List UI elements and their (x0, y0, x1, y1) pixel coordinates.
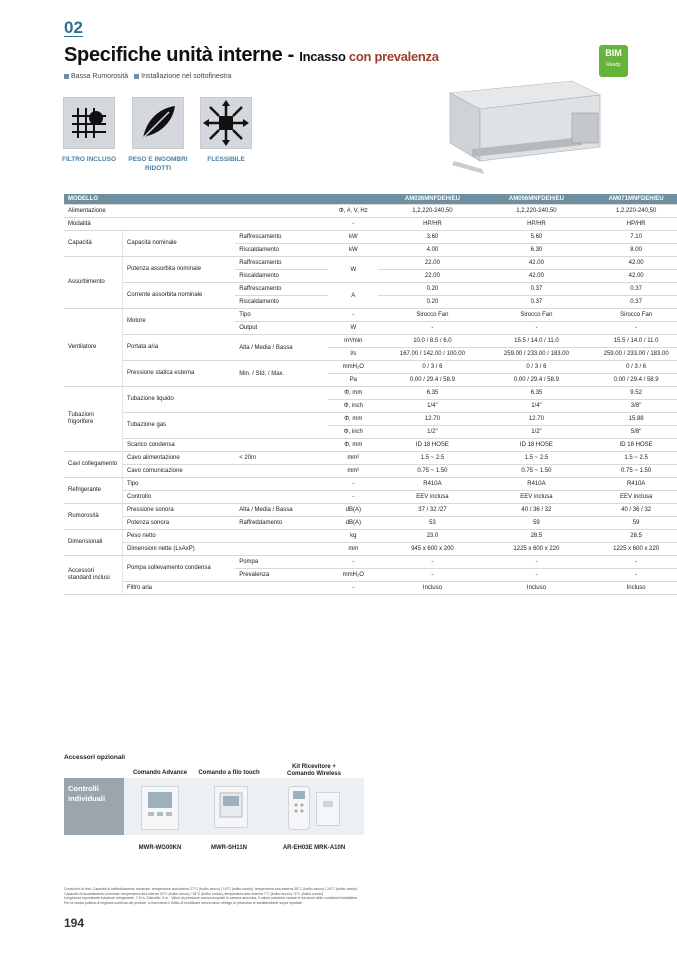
feature-label: PESO E INGOMBRI RIDOTTI (128, 156, 188, 172)
title-main: Specifiche unità interne (64, 44, 283, 66)
feature-label: FILTRO INCLUSO (61, 156, 117, 163)
header-modello: MODELLO (64, 194, 378, 205)
table-row: Assorbimento Potenza assorbita nominale Raffrescamento W 22.00 42.00 42.00 (64, 257, 677, 270)
accessories-title: Accessori opzionali (64, 754, 126, 761)
accessories-category-label: Controlli individuali (68, 784, 106, 803)
table-row: Cavo comunicazione mm² 0.75 ~ 1.50 0.75 ~ 1.50 0.75 ~ 1.50 (64, 465, 677, 478)
feature-label: FLESSIBILE (207, 156, 245, 163)
table-row: Pa 0.00 / 29.4 / 58.9 0.00 / 29.4 / 58.9 0.00 / 29.4 / 58.9 (64, 374, 677, 387)
wireless-remote-image (288, 786, 310, 830)
specifications-table (64, 194, 677, 595)
table-row: l/s 167.00 / 142.00 / 100.00 259.00 / 233.00 / 183.00 259.00 / 233.00 / 183.00 (64, 348, 677, 361)
table-row: Φ, inch 1/2" 1/2" 5/8" (64, 426, 677, 439)
product-image (432, 73, 612, 178)
bullet-square-icon (134, 74, 139, 79)
section-number: 02 (64, 18, 83, 37)
table-row: Modalità - HP/HR HP/HR HP/HR (64, 218, 677, 231)
bim-ready-badge: BIM Ready (599, 45, 628, 77)
page-number: 194 (64, 916, 85, 930)
table-row: Rumorosità Pressione sonora Alta / Media / Bassa dB(A) 37 / 32 /27 40 / 36 / 32 40 / 36 / 32 (64, 504, 677, 517)
bullet-item: Bassa Rumorosità (64, 73, 128, 80)
title-sub-accent: con prevalenza (348, 49, 439, 64)
table-row: Pressione statica esterna Min. / Std. / Max. mmH₂O 0 / 3 / 6 0 / 3 / 6 0 / 3 / 6 (64, 361, 677, 374)
table-row: Controllo - EEV inclusa EEV inclusa EEV inclusa (64, 491, 677, 504)
feature-filtro (54, 97, 124, 164)
accessory-title: Comando Advance (132, 770, 188, 776)
page-title (64, 44, 439, 67)
title-sub: Incasso (299, 49, 349, 64)
table-row: Accessori standard inclusi Pompa sollevamento condensa Pompa - - - - (64, 556, 677, 569)
feature-peso (123, 97, 193, 173)
bullet-square-icon (64, 74, 69, 79)
table-row: Cavi collegamento Cavo alimentazione < 20m mm² 1.5 ~ 2.5 1.5 ~ 2.5 1.5 ~ 2.5 (64, 452, 677, 465)
title-dash: - (282, 44, 300, 66)
header-model: AM056MNFDEH/EU (487, 194, 587, 205)
wired-controller-advance-image (141, 786, 179, 830)
table-row: Tubazione gas Φ, mm 12.70 12.70 15.88 (64, 413, 677, 426)
header-model: AM071MNFDEH/EU (586, 194, 677, 205)
table-row: Riscaldamento 22.00 42.00 42.00 (64, 270, 677, 283)
table-row: Riscaldamento 0.20 0.37 0.37 (64, 296, 677, 309)
table-header-row (64, 194, 677, 205)
footnotes: Condizioni di test: Capacità di raffreddamento nominale: temperatura aria interna 27°C (bulbo secco) / 19°C (bulbo umido), temperatura aria esterna 35°C (bulbo secco) / 24°C (bulbo umido) Capacità di riscaldamento nominale: temperatura aria interna 20°C (bulbo secco) / 15°C (bulbo umido), temperatura aria esterna 7°C (bulbo secco) / 6°C (bulbo umido) Lunghezza equivalente tubazioni refrigerante: 7.5 m, Dislivello: 0 m · Valori di pressione sonora acquisiti in camera anecoica, il valore potrebbe variare in funzione delle condizioni installative. Per la nostra politica di miglioria continua dei prodotti, ci riserviamo il diritto di modificare senza alcun obbligo di preavviso le caratteristiche sopra riportate. (64, 887, 358, 905)
accessory-code: MWR-SH11N (210, 845, 247, 851)
receiver-kit-image (316, 792, 340, 826)
table-row: Potenza sonora Raffreddamento dB(A) 53 59 59 (64, 517, 677, 530)
feature-bullets (64, 73, 235, 80)
feature-flessibile (191, 97, 261, 164)
bullet-item: Installazione nel sottofinestra (134, 73, 231, 80)
table-row: Scarico condensa Φ, mm ID 18 HOSE ID 18 HOSE ID 18 HOSE (64, 439, 677, 452)
feather-icon (132, 97, 184, 149)
table-row: Dimensionali Peso netto kg 23.0 28.5 28.5 (64, 530, 677, 543)
table-row: Refrigerante Tipo - R410A R410A R410A (64, 478, 677, 491)
accessory-code: AR-EH03E MRK-A10N (282, 845, 346, 851)
filter-icon (63, 97, 115, 149)
touch-controller-image (214, 786, 248, 828)
table-row: Ventilatore Motore Tipo - Sirocco Fan Sirocco Fan Sirocco Fan (64, 309, 677, 322)
table-row: Tubazioni frigorifere Tubazione liquido Φ, mm 6.35 6.35 9.52 (64, 387, 677, 400)
table-row: Alimentazione Φ, #, V, Hz 1,2,220-240,50 1,2,220-240,50 1,2,220-240,50 (64, 205, 677, 218)
table-row: Capacità Capacità nominale Raffrescamento kW 3.60 5.60 7.10 (64, 231, 677, 244)
accessory-title: Kit Ricevitore + Comando Wireless (287, 764, 341, 777)
table-row: Φ, inch 1/4" 1/4" 3/8" (64, 400, 677, 413)
header-model: AM036MNFDEH/EU (378, 194, 486, 205)
table-row: Riscaldamento kW 4.00 6.30 8.00 (64, 244, 677, 257)
accessory-code: MWR-WG00KN (138, 845, 182, 851)
table-row: Portata aria Alta / Media / Bassa m³/min 10.0 / 8.5 / 6.0 15.5 / 14.0 / 11.0 15.5 / 14.0 / 11.0 (64, 335, 677, 348)
table-row: Prevalenza mmH₂O - - - (64, 569, 677, 582)
table-row: Dimensioni nette (LxAxP) mm 945 x 600 x 200 1225 x 600 x 220 1225 x 600 x 220 (64, 543, 677, 556)
accessory-title: Comando a filo touch (198, 770, 260, 776)
table-row: Output W - - - (64, 322, 677, 335)
table-row: Corrente assorbita nominale Raffrescamento A 0.20 0.37 0.37 (64, 283, 677, 296)
table-row: Filtro aria - Incluso Incluso Incluso (64, 582, 677, 595)
flexible-arrows-icon (200, 97, 252, 149)
